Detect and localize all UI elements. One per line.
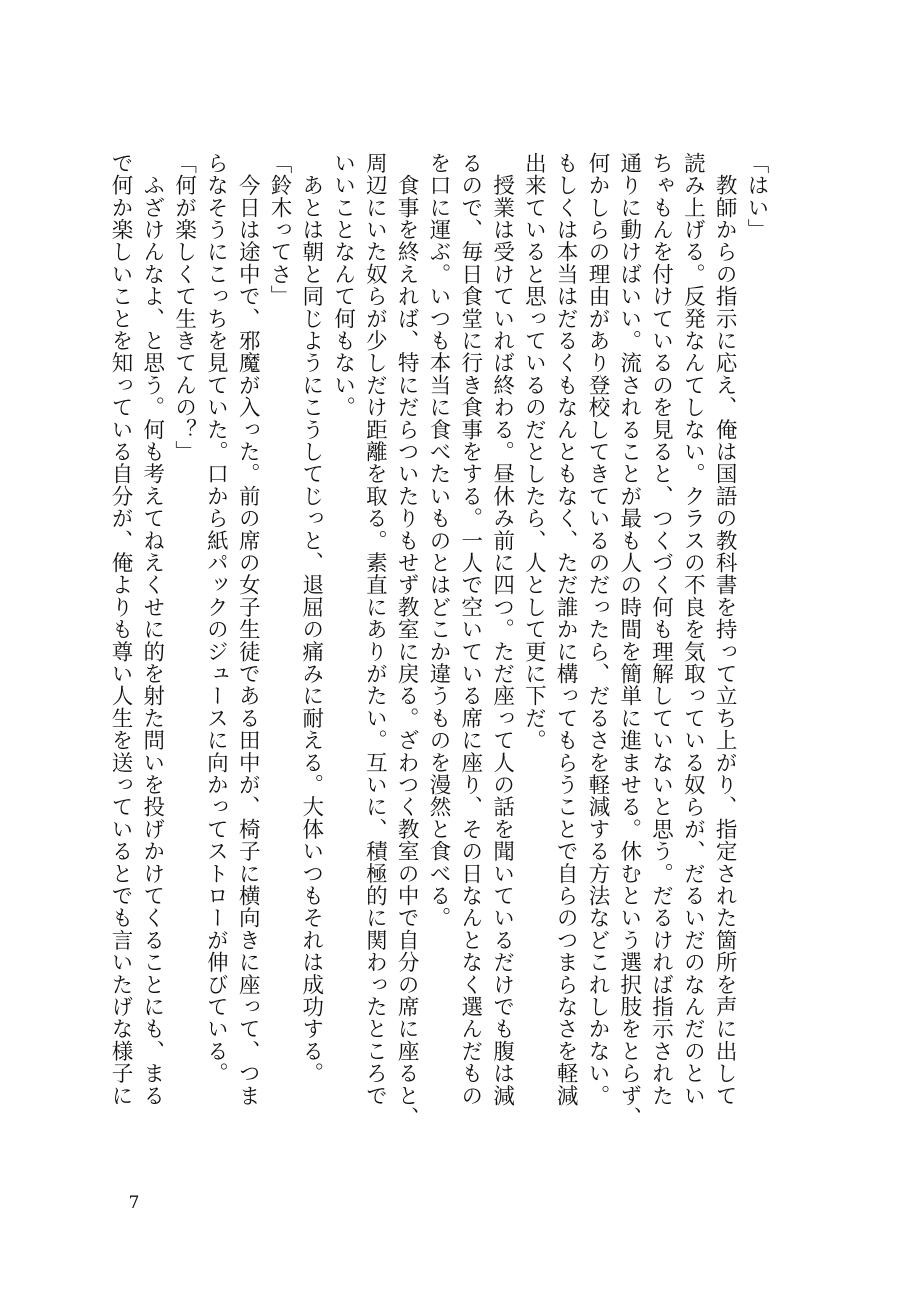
text-line: 出来ていると思っているのだとしたら、人として更に下だ。 xyxy=(521,152,547,752)
text-line: 教師からの指示に応え、俺は国語の教科書を持って立ち上がり、指定された箇所を声に出して xyxy=(712,152,738,1107)
page-number: 7 xyxy=(128,1193,140,1213)
text-line: 今日は途中で、邪魔が入った。前の席の女子生徒である田中が、椅子に横向きに座って、つま xyxy=(235,152,261,1107)
text-line: 「鈴木ってさ」 xyxy=(266,152,292,308)
text-line: いいことなんて何もない。 xyxy=(330,152,356,419)
text-line: 食事を終えれば、特にだらついたりもせず教室に戻る。ざわつく教室の中で自分の席に座ると、 xyxy=(394,152,420,1129)
text-line: 周辺にいた奴らが少しだけ距離を取る。素直にありがたい。互いに、積極的に関わったところで xyxy=(362,152,388,1107)
text-line: を口に運ぶ。いつも本当に食べたいものとはどこか違うものを漫然と食べる。 xyxy=(425,152,451,929)
text-line: 授業は受けていれば終わる。昼休み前に四つ。ただ座って人の話を聞いているだけでも腹は減 xyxy=(489,152,515,1107)
text-line: で何か楽しいことを知っている自分が、俺よりも尊い人生を送っているとでも言いたげな様子に xyxy=(108,152,133,1107)
text-line: あとは朝と同じようにこうしてじっと、退屈の痛みに耐える。大体いつもそれは成功する。 xyxy=(298,152,324,1085)
text-line: るので、毎日食堂に行き食事をする。一人で空いている席に座り、その日なんとなく選んだもの xyxy=(457,152,483,1107)
text-line: 何かしらの理由があり登校してきているのだったら、だるさを軽減する方法などこれしかない。 xyxy=(584,152,610,1107)
text-line: 「何が楽しくて生きてんの？」 xyxy=(171,152,197,463)
text-line: ちゃもんを付けているのを見ると、つくづく何も理解していないと思う。だるければ指示された xyxy=(648,152,674,1107)
text-line: 読み上げる。反発なんてしない。クラスの不良を気取っている奴らが、だるいだのなんだのとい xyxy=(680,152,706,1107)
text-line: らなそうにこっちを見ていた。口から紙パックのジュースに向かってストローが伸びている。 xyxy=(203,152,229,1085)
vertical-text-block xyxy=(106,152,770,1142)
text-line: 通りに動けばいい。流されることが最も人の時間を簡単に進ませる。休むという選択肢をとらず、 xyxy=(616,152,642,1129)
text-line: もしくは本当はだるくもなんともなく、ただ誰かに構ってもらうことで自らのつまらなさを軽減 xyxy=(553,152,579,1107)
text-line: 「はい」 xyxy=(743,152,769,241)
text-line: ふざけんなよ、と思う。何も考えてねえくせに的を射た問いを投げかけてくることにも、まる xyxy=(139,152,165,1107)
